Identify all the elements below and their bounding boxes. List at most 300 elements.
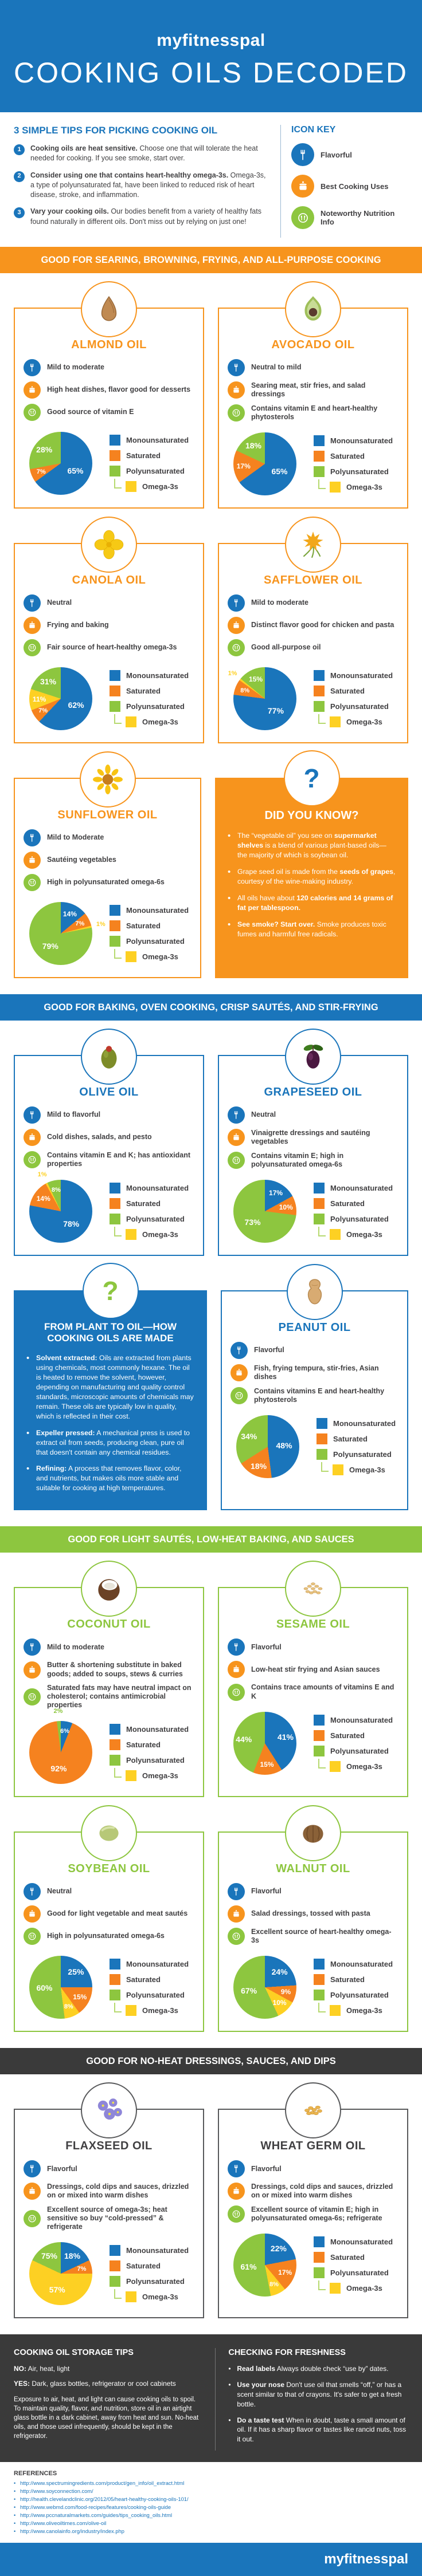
legend-row-polyunsaturated xyxy=(314,1214,398,1224)
pie-label: 75% xyxy=(41,2251,57,2260)
fat-composition-pie xyxy=(29,1708,92,1784)
nutrition-text: High in polyunsaturated omega-6s xyxy=(47,1932,165,1940)
legend-label-omega-3s: Omega-3s xyxy=(346,1230,382,1239)
monounsaturated-swatch xyxy=(314,1715,325,1726)
legend-row-omega-3s xyxy=(114,481,194,492)
nutrition-text: Contains vitamin E and K; has antioxidant properties xyxy=(47,1151,191,1168)
polyunsaturated-swatch xyxy=(110,1755,120,1766)
uses-row xyxy=(230,1364,398,1382)
plate-icon xyxy=(24,2210,41,2227)
omega-3s-swatch xyxy=(330,1761,341,1772)
legend-row-saturated xyxy=(110,1739,194,1750)
canola-oil-circle xyxy=(81,517,137,573)
omega-3s-swatch xyxy=(126,716,136,727)
legend-label-polyunsaturated: Polyunsaturated xyxy=(126,1214,185,1223)
reference-link[interactable]: • http://health.clevelandclinic.org/2012/05/heart-healthy-cooking-oils-101/ xyxy=(14,2496,408,2504)
pie-label: 48% xyxy=(276,1441,292,1451)
plate-icon xyxy=(291,206,314,229)
nutrition-row xyxy=(228,1928,398,1945)
pie-label: 8% xyxy=(64,2003,73,2011)
tip-1-text: Cooking oils are heat sensitive. Choose one that will tolerate the heat needed for cooking. If you see smoke, start over. xyxy=(30,144,258,163)
flavor-row xyxy=(24,1638,194,1656)
plate-icon xyxy=(24,1928,41,1945)
pie-wrap xyxy=(228,2231,311,2299)
legend-row-saturated xyxy=(110,2260,194,2271)
fork-icon xyxy=(228,359,245,376)
reference-link[interactable]: • http://www.soyconnection.com/ xyxy=(14,2488,408,2496)
storage-yes-line: YES: Dark, glass bottles, refrigerator or cool cabinets xyxy=(14,2379,176,2388)
legend-row-omega-3s xyxy=(321,1464,398,1475)
legend-label-polyunsaturated: Polyunsaturated xyxy=(126,467,185,475)
legend-elbow xyxy=(318,2280,326,2290)
reference-link[interactable]: • http://www.pccnaturalmarkets.com/guides/tips_cooking_oils.html xyxy=(14,2512,408,2520)
omega-3s-swatch xyxy=(126,481,136,492)
plate-icon xyxy=(228,404,245,422)
sunflower-oil-circle xyxy=(80,751,136,808)
legend-label-polyunsaturated: Polyunsaturated xyxy=(126,2277,185,2286)
fat-composition-block xyxy=(24,1171,194,1246)
legend-row-omega-3s xyxy=(114,1770,194,1781)
tip-3-number: 3 xyxy=(14,207,25,218)
icon-key-title: ICON KEY xyxy=(291,125,336,135)
pie-legend xyxy=(107,905,192,962)
flavor-text: Flavorful xyxy=(251,2164,282,2173)
polyunsaturated-swatch xyxy=(314,1214,325,1224)
flavor-row xyxy=(228,1883,398,1900)
legend-label-monounsaturated: Monounsaturated xyxy=(330,436,393,445)
plant-to-oil-bullet-3: • Refining: A process that removes flavor, color, and nutrients, but makes oils more stable and suitable for cooking at high temperatures. xyxy=(26,1464,194,1493)
fork-icon xyxy=(24,1638,41,1656)
freshness-title: CHECKING FOR FRESHNESS xyxy=(228,2348,346,2358)
legend-row-saturated xyxy=(314,451,398,462)
legend-elbow xyxy=(318,1227,326,1236)
freshness-bullet-2: • Use your nose Don't use oil that smells “off,” or has a scent similar to that of crayons. It's safer to get a fresh bottle. xyxy=(228,2380,408,2409)
flavor-row xyxy=(230,1342,398,1359)
monounsaturated-swatch xyxy=(314,435,325,446)
reference-link[interactable]: • http://www.webmd.com/food-recipes/features/cooking-oils-guide xyxy=(14,2504,408,2512)
oil-card-title: SESAME OIL xyxy=(276,1618,350,1631)
nutrition-row xyxy=(24,1151,194,1169)
legend-row-monounsaturated xyxy=(110,1183,194,1194)
legend-row-omega-3s xyxy=(114,2291,194,2302)
pot-icon xyxy=(228,1905,245,1923)
plate-icon xyxy=(24,404,41,421)
legend-label-polyunsaturated: Polyunsaturated xyxy=(330,1746,389,1755)
fat-composition-block xyxy=(24,1708,194,1787)
tip-2-text: Consider using one that contains heart-healthy omega-3s. Omega-3s, a type of polyunsaturated fat, have been linked to reduced risk of heart disease, stroke, and inflammation. xyxy=(30,171,266,199)
freshness-bullet-1: • Read labels Always double check “use by” dates. xyxy=(228,2364,408,2374)
pie-legend xyxy=(311,435,398,493)
pie-legend xyxy=(107,1724,194,1781)
uses-text: Low-heat stir frying and Asian sauces xyxy=(251,1665,380,1673)
olive-grapeseed-row xyxy=(0,1055,422,1256)
pie-label: 8% xyxy=(269,2280,279,2288)
legend-row-monounsaturated xyxy=(314,670,398,681)
legend-label-omega-3s: Omega-3s xyxy=(142,1230,178,1239)
legend-label-monounsaturated: Monounsaturated xyxy=(126,1183,189,1192)
wheatgerm-image xyxy=(298,2095,329,2126)
oil-card-title: OLIVE OIL xyxy=(79,1086,139,1098)
flavor-text: Neutral xyxy=(251,1110,276,1119)
grapeseed-oil-circle xyxy=(285,1029,341,1085)
pie-label: 73% xyxy=(244,1217,261,1227)
fat-composition-pie xyxy=(233,1956,296,2019)
saturated-swatch xyxy=(110,1198,120,1209)
pie-label: 44% xyxy=(236,1734,252,1744)
legend-label-omega-3s: Omega-3s xyxy=(142,718,178,726)
legend-label-omega-3s: Omega-3s xyxy=(349,1466,385,1474)
flavor-text: Flavorful xyxy=(251,1887,282,1895)
legend-label-saturated: Saturated xyxy=(126,1975,161,1984)
saturated-swatch xyxy=(314,451,325,462)
nutrition-text: Contains vitamin E and heart-healthy phytosterols xyxy=(251,404,378,421)
flavorful-label: Flavorful xyxy=(321,150,352,159)
pie-label: 15% xyxy=(249,675,263,684)
header xyxy=(0,0,422,112)
legend-label-omega-3s: Omega-3s xyxy=(142,2006,178,2015)
oil-card-title: SOYBEAN OIL xyxy=(68,1862,150,1875)
legend-row-omega-3s xyxy=(318,2283,398,2294)
pie-label: 14% xyxy=(62,910,77,919)
fat-composition-block xyxy=(228,1709,398,1778)
pie-label: 22% xyxy=(270,2244,287,2254)
pot-icon xyxy=(24,852,41,869)
did-you-know-bullet-1: • The “vegetable oil” you see on supermarket shelves is a blend of various plant-based oils—the majority of which is soybean oil. xyxy=(228,831,396,860)
plate-icon xyxy=(24,1151,41,1168)
coconut-sesame-row xyxy=(0,1587,422,1797)
legend-row-saturated xyxy=(314,686,398,696)
fork-icon xyxy=(24,1106,41,1124)
fork-icon xyxy=(228,2160,245,2177)
monounsaturated-swatch xyxy=(110,435,120,446)
legend-label-omega-3s: Omega-3s xyxy=(346,2006,382,2015)
freshness-bullet-3: • Do a taste test When in doubt, taste a small amount of oil. If it has a sharp flavor or tastes like rancid nuts, toss it out. xyxy=(228,2416,408,2444)
flavor-row xyxy=(24,2160,194,2177)
nutrition-row xyxy=(24,1928,194,1945)
flavor-row xyxy=(24,1106,194,1124)
pot-icon xyxy=(291,175,314,198)
pie-wrap xyxy=(24,664,107,733)
legend-label-polyunsaturated: Polyunsaturated xyxy=(330,467,389,476)
tip-3 xyxy=(14,207,270,227)
pie-label: 8% xyxy=(51,1187,61,1194)
card-sunflower-oil xyxy=(14,778,201,978)
fat-composition-pie xyxy=(233,1180,296,1243)
legend-label-saturated: Saturated xyxy=(330,2253,365,2262)
omega-3s-swatch xyxy=(330,716,341,727)
saturated-swatch xyxy=(110,1974,120,1985)
footer xyxy=(0,2543,422,2576)
legend-row-monounsaturated xyxy=(110,2245,194,2256)
card-coconut-oil xyxy=(14,1587,204,1797)
pot-icon xyxy=(228,617,245,634)
flavor-row xyxy=(24,359,194,376)
flavor-row xyxy=(228,1106,398,1124)
pot-icon xyxy=(24,1129,41,1146)
oil-card-title: PEANUT OIL xyxy=(278,1321,351,1334)
legend-label-polyunsaturated: Polyunsaturated xyxy=(330,2268,389,2278)
polyunsaturated-swatch xyxy=(314,1990,325,2000)
fork-icon xyxy=(291,143,314,166)
pie-wrap xyxy=(228,664,311,733)
legend-row-omega-3s xyxy=(114,1229,194,1240)
card-olive-oil xyxy=(14,1055,204,1256)
tip-1 xyxy=(14,144,270,164)
legend-row-omega-3s xyxy=(318,2005,398,2016)
legend-label-monounsaturated: Monounsaturated xyxy=(330,1960,393,1969)
legend-elbow xyxy=(318,714,326,724)
pie-label: 1% xyxy=(37,1171,47,1178)
pie-label: 25% xyxy=(68,1967,84,1977)
fat-composition-pie xyxy=(29,2242,92,2305)
legend-elbow xyxy=(114,949,122,959)
fat-composition-pie xyxy=(233,1712,296,1775)
legend-row-omega-3s xyxy=(318,1229,398,1240)
nutrition-text: Contains vitamins E and heart-healthy phytosterols xyxy=(254,1387,385,1404)
pie-wrap xyxy=(24,1171,107,1246)
legend-row-monounsaturated xyxy=(314,1959,398,1970)
pie-label: 10% xyxy=(272,1999,287,2007)
soybean-oil-circle xyxy=(81,1805,137,1861)
fork-icon xyxy=(24,829,41,846)
uses-row xyxy=(228,1661,398,1678)
pie-label: 67% xyxy=(241,1986,257,1996)
legend-elbow xyxy=(318,1759,326,1768)
uses-row xyxy=(24,2183,194,2200)
oil-card-title: CANOLA OIL xyxy=(72,574,146,586)
fat-composition-block xyxy=(228,1177,398,1246)
legend-label-polyunsaturated: Polyunsaturated xyxy=(330,1215,389,1223)
pie-legend xyxy=(107,670,194,727)
legend-row-polyunsaturated xyxy=(110,1755,194,1766)
nutrition-row xyxy=(24,639,194,656)
legend-label-omega-3s: Omega-3s xyxy=(142,952,178,961)
flavor-row xyxy=(228,594,398,612)
saturated-swatch xyxy=(110,686,120,696)
legend-row-saturated xyxy=(110,1974,194,1985)
legend-label-saturated: Saturated xyxy=(126,687,161,695)
legend-row-monounsaturated xyxy=(314,1715,398,1726)
oil-card-title: FLAXSEED OIL xyxy=(65,2140,153,2153)
pie-label: 57% xyxy=(49,2285,65,2295)
flavor-text: Flavorful xyxy=(254,1346,284,1354)
legend-row-polyunsaturated xyxy=(314,2267,398,2278)
pie-legend xyxy=(107,1959,194,2016)
flax-image xyxy=(93,2095,124,2126)
question-mark-icon: ? xyxy=(303,763,320,793)
flavor-text: Mild to moderate xyxy=(251,598,309,607)
fat-composition-pie xyxy=(29,1171,92,1243)
fat-composition-pie xyxy=(29,667,92,730)
card-flaxseed-oil xyxy=(14,2109,204,2318)
pot-icon xyxy=(24,2183,41,2200)
uses-row xyxy=(24,617,194,634)
canola-safflower-row xyxy=(0,543,422,743)
legend-elbow xyxy=(318,479,326,489)
legend-label-saturated: Saturated xyxy=(330,452,365,460)
nutrition-row xyxy=(228,404,398,422)
card-canola-oil xyxy=(14,543,204,743)
legend-row-polyunsaturated xyxy=(110,1990,194,2000)
avocado-oil-circle xyxy=(285,281,341,337)
icon-key-nutrition-info xyxy=(291,206,408,229)
fat-composition-block xyxy=(24,899,192,968)
pie-wrap xyxy=(24,2239,107,2308)
pie-label: 17% xyxy=(278,2268,292,2276)
legend-label-omega-3s: Omega-3s xyxy=(142,1771,178,1780)
pie-label: 7% xyxy=(36,468,46,475)
pie-label: 11% xyxy=(32,695,46,704)
pie-label: 1% xyxy=(96,921,106,928)
monounsaturated-swatch xyxy=(110,2245,120,2256)
omega-3s-swatch xyxy=(126,1229,136,1240)
avocado-image xyxy=(298,294,329,325)
flavor-row xyxy=(228,359,398,376)
tip-2 xyxy=(14,171,270,200)
question-mark-circle xyxy=(83,1263,139,1319)
fork-icon xyxy=(228,594,245,612)
pie-wrap xyxy=(228,430,311,498)
legend-row-omega-3s xyxy=(114,951,192,962)
uses-text: Searing meat, stir fries, and salad dressings xyxy=(251,381,366,399)
uses-text: Sautéing vegetables xyxy=(47,856,116,864)
oil-card-title: GRAPESEED OIL xyxy=(264,1086,362,1098)
pot-icon xyxy=(24,1661,41,1679)
fork-icon xyxy=(24,1883,41,1900)
nutrition-text: Good all-purpose oil xyxy=(251,643,321,652)
legend-row-monounsaturated xyxy=(110,905,192,916)
legend-label-saturated: Saturated xyxy=(330,687,365,695)
reference-link[interactable]: • http://www.canolainfo.org/industry/index.php xyxy=(14,2528,408,2536)
saturated-swatch xyxy=(314,2252,325,2263)
legend-row-polyunsaturated xyxy=(316,1449,398,1460)
soybean-image xyxy=(93,1818,124,1849)
pie-legend xyxy=(107,2245,194,2302)
nutrition-row xyxy=(228,1683,398,1701)
peanut-image xyxy=(299,1277,330,1307)
legend-row-monounsaturated xyxy=(110,1959,194,1970)
pie-label: 92% xyxy=(50,1763,67,1773)
pie-wrap xyxy=(24,1953,107,2022)
pot-icon xyxy=(230,1364,248,1381)
reference-link[interactable]: • http://www.oliveoiltimes.com/olive-oil xyxy=(14,2520,408,2528)
nutrition-row xyxy=(228,2205,398,2223)
flaxseed-wheatgerm-row xyxy=(0,2109,422,2318)
nutrition-row xyxy=(230,1387,398,1405)
legend-row-saturated xyxy=(314,1730,398,1741)
flavor-text: Flavorful xyxy=(251,1643,282,1651)
olive-image xyxy=(93,1041,124,1072)
polyunsaturated-swatch xyxy=(314,2267,325,2278)
card-walnut-oil xyxy=(218,1831,408,2033)
legend-row-saturated xyxy=(110,686,194,696)
did-you-know-bullet-4: • See smoke? Start over. Smoke produces toxic fumes and harmful free radicals. xyxy=(228,920,396,939)
storage-paragraph: Exposure to air, heat, and light can cause cooking oils to spoil. To maintain quality, flavor, and nutrition, store oil in an airtight glass bottle in a dark cabinet, away from heat and sun. No-heat oils, and those used infrequently, should be kept in the refrigerator. xyxy=(14,2396,199,2440)
legend-label-saturated: Saturated xyxy=(126,1199,161,1208)
legend-row-monounsaturated xyxy=(314,1183,398,1194)
pie-label: 2% xyxy=(53,1708,63,1715)
pot-icon xyxy=(24,381,41,399)
legend-elbow xyxy=(114,2003,122,2012)
oil-card-title: COCONUT OIL xyxy=(67,1618,151,1631)
legend-label-omega-3s: Omega-3s xyxy=(142,2293,178,2302)
legend-label-polyunsaturated: Polyunsaturated xyxy=(126,937,185,946)
oil-card-title: WALNUT OIL xyxy=(276,1862,350,1875)
pie-label: 18% xyxy=(64,2251,81,2260)
pie-label: 15% xyxy=(73,1992,87,2001)
fat-composition-block xyxy=(228,664,398,733)
section-bar-baking: GOOD FOR BAKING, OVEN COOKING, CRISP SAUTÉS, AND STIR-FRYING xyxy=(0,994,422,1021)
nutrition-text: High in polyunsaturated omega-6s xyxy=(47,878,165,887)
legend-label-monounsaturated: Monounsaturated xyxy=(126,906,189,915)
flavor-row xyxy=(24,1883,194,1900)
reference-link[interactable]: • http://www.spectrumingredients.com/product/gen_info/oil_extract.html xyxy=(14,2480,408,2488)
legend-row-omega-3s xyxy=(318,716,398,727)
question-mark-icon: ? xyxy=(102,1276,119,1306)
flavor-text: Neutral xyxy=(47,598,72,607)
omega-3s-swatch xyxy=(330,1229,341,1240)
uses-row xyxy=(24,1661,194,1679)
legend-label-monounsaturated: Monounsaturated xyxy=(330,1715,393,1724)
saturated-swatch xyxy=(110,1739,120,1750)
section-bar-searing: GOOD FOR SEARING, BROWNING, FRYING, AND ALL-PURPOSE COOKING xyxy=(0,247,422,273)
saturated-swatch xyxy=(110,920,120,931)
pot-icon xyxy=(24,1905,41,1923)
pie-wrap xyxy=(24,899,107,968)
did-you-know-title: DID YOU KNOW? xyxy=(264,809,359,822)
oil-card-title: SUNFLOWER OIL xyxy=(57,809,158,821)
pie-legend xyxy=(314,1418,398,1475)
omega-3s-swatch xyxy=(126,2005,136,2016)
pie-label: 31% xyxy=(40,676,57,686)
plate-icon xyxy=(24,1688,41,1705)
pot-icon xyxy=(228,1129,245,1146)
monounsaturated-swatch xyxy=(314,2236,325,2247)
card-grapeseed-oil xyxy=(218,1055,408,1256)
pie-label: 62% xyxy=(68,700,84,710)
saturated-swatch xyxy=(314,1974,325,1985)
plate-icon xyxy=(228,1684,245,1701)
nutrition-row xyxy=(24,404,194,421)
legend-elbow xyxy=(114,1768,122,1778)
omega-3s-swatch xyxy=(330,2283,341,2294)
legend-label-saturated: Saturated xyxy=(330,1731,365,1740)
legend-row-polyunsaturated xyxy=(314,701,398,712)
question-mark-circle xyxy=(284,750,340,806)
flaxseed-oil-circle xyxy=(81,2082,137,2138)
pie-label: 41% xyxy=(277,1732,294,1742)
legend-label-omega-3s: Omega-3s xyxy=(346,718,382,726)
plate-icon xyxy=(24,639,41,656)
legend-label-omega-3s: Omega-3s xyxy=(346,1762,382,1771)
pie-label: 61% xyxy=(240,2262,257,2271)
sunflower-image xyxy=(92,764,123,795)
icon-key-flavorful xyxy=(291,143,408,166)
polyunsaturated-swatch xyxy=(314,466,325,477)
legend-row-polyunsaturated xyxy=(314,466,398,477)
nutrition-text: Excellent source of vitamin E; high in polyunsaturated omega-6s; refrigerate xyxy=(251,2205,382,2222)
fork-icon xyxy=(230,1342,248,1359)
nutrition-text: Contains vitamin E; high in polyunsaturated omega-6s xyxy=(251,1151,344,1168)
nutrition-text: Fair source of heart-healthy omega-3s xyxy=(47,643,177,652)
pie-label: 77% xyxy=(267,706,284,716)
plate-icon xyxy=(24,874,41,891)
nutrition-row xyxy=(24,874,192,891)
legend-label-saturated: Saturated xyxy=(126,921,161,930)
uses-row xyxy=(228,1905,398,1923)
pie-label: 9% xyxy=(280,1988,291,1996)
legend-row-saturated xyxy=(110,920,192,931)
